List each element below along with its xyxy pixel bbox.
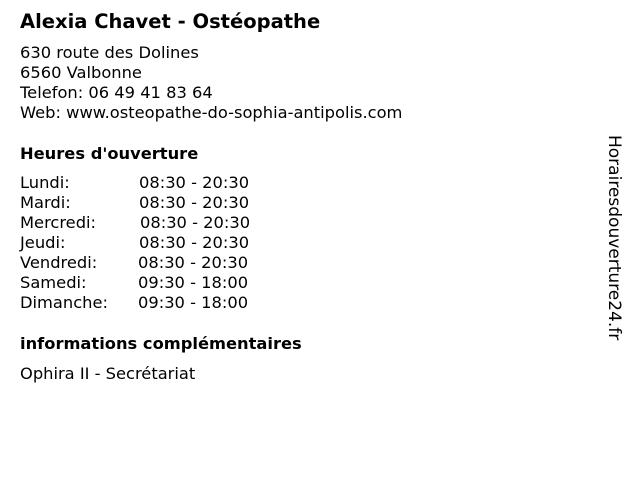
city: 6560 Valbonne — [20, 63, 142, 82]
opening-hours-heading: Heures d'ouverture — [20, 144, 199, 163]
time-range: 08:30 - 20:30 — [140, 213, 251, 232]
day-label: Samedi: — [20, 273, 87, 292]
business-name: Alexia Chavet - Ostéopathe — [20, 10, 321, 33]
day-label: Dimanche: — [20, 293, 108, 312]
phone-number: Telefon: 06 49 41 83 64 — [20, 83, 213, 102]
day-label: Mardi: — [20, 193, 71, 212]
day-label: Jeudi: — [20, 233, 66, 252]
day-label: Lundi: — [20, 173, 70, 192]
time-range: 08:30 - 20:30 — [139, 173, 250, 192]
day-label: Mercredi: — [20, 213, 97, 232]
site-watermark: Horairesdouverture24.fr — [604, 135, 624, 341]
time-range: 09:30 - 18:00 — [138, 273, 249, 292]
additional-info-heading: informations complémentaires — [20, 334, 302, 353]
website: Web: www.osteopathe-do-sophia-antipolis.com — [20, 103, 403, 122]
time-range: 08:30 - 20:30 — [139, 233, 250, 252]
time-range: 08:30 - 20:30 — [139, 193, 250, 212]
contact-block — [20, 43, 402, 123]
day-label: Vendredi: — [20, 253, 98, 272]
additional-info-text: Ophira II - Secrétariat — [20, 364, 196, 383]
business-card — [20, 0, 600, 480]
street-address: 630 route des Dolines — [20, 43, 199, 62]
time-range: 09:30 - 18:00 — [138, 293, 249, 312]
time-range: 08:30 - 20:30 — [138, 253, 249, 272]
